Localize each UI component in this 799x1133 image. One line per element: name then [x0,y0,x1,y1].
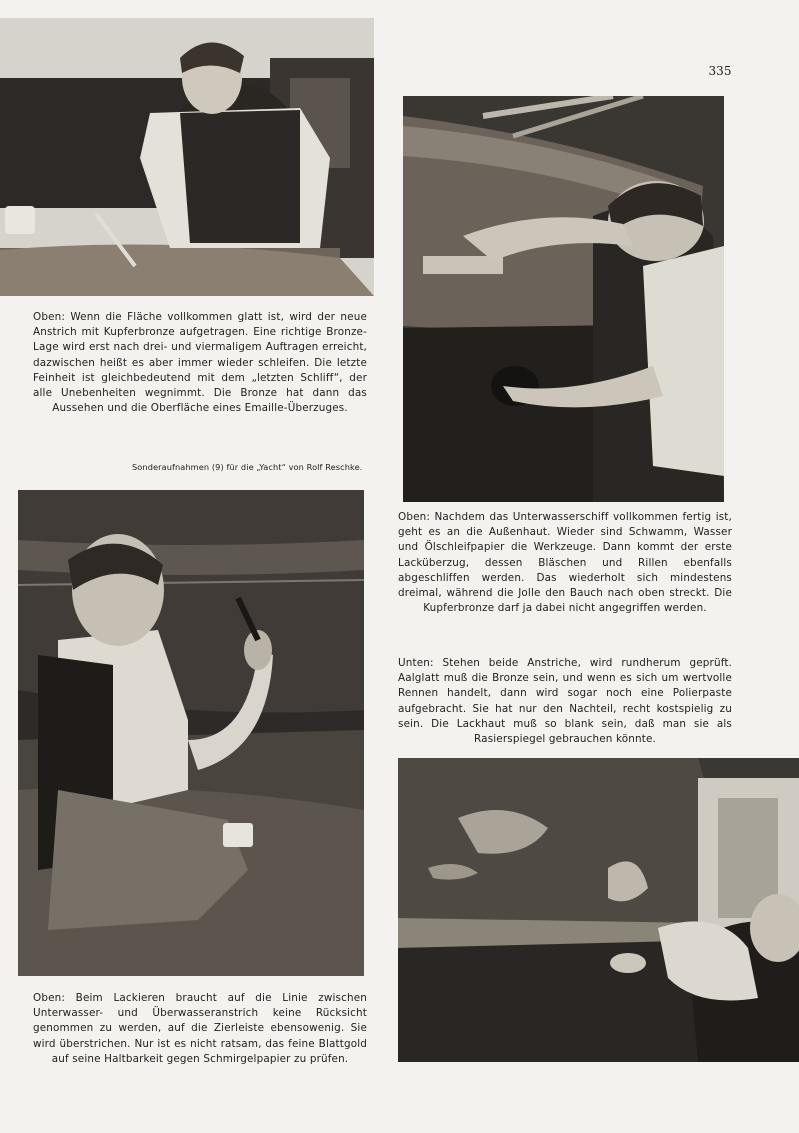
caption-top-left: Oben: Wenn die Fläche vollkommen glatt ist, wird der neue Anstrich mit Kupferbronze aufgetragen. Eine richtige Bronze-Lage wird erst nach drei- und viermaligem Auftragen erreicht, dazwischen heißt es aber immer wieder schleifen. Die letzte Feinheit ist gleichbedeutend mit dem „letzten Schliff“, der alle Unebenheiten wegnimmt. Die Bronze hat dann das Aussehen und die Oberfläche eines Emaille-Überzuges. [33,311,367,415]
photo-credit: Sonderaufnahmen (9) für die „Yacht“ von Rolf Reschke. [132,462,363,472]
caption-bottom-left: Oben: Beim Lackieren braucht auf die Linie zwischen Unterwasser- und Überwasseranstrich keine Rücksicht genommen zu werden, auf die Zierleiste ebensowenig. Sie wird überstrichen. Nur ist es nicht ratsam, das feine Blattgold auf seine Haltbarkeit gegen Schmirgelpapier zu prüfen. [33,992,367,1065]
photo-hull-inspection [398,758,799,1062]
photo-hull-sanding [403,96,724,502]
photo-bronze-application [0,18,374,296]
page-number: 335 [708,64,732,78]
caption-right-middle: Oben: Nachdem das Unterwasserschiff vollkommen fertig ist, geht es an die Außenhaut. Wieder sind Schwamm, Wasser und Ölschleifpapier die Werkzeuge. Dann kommt der erste Lacküberzug, dessen Bläschen und Rillen ebenfalls abgeschliffen werden. Das wiederholt sich mindestens dreimal, während die Jolle den Bauch nach oben streckt. Die Kupferbronze darf ja dabei nicht angegriffen werden. [398,511,732,615]
caption-right-lower: Unten: Stehen beide Anstriche, wird rundherum geprüft. Aalglatt muß die Bronze sein, und wenn es sich um wertvolle Rennen handelt, dann wird sogar noch eine Polierpaste aufgebracht. Sie hat nur den Nachteil, recht kostspielig zu sein. Die Lackhaut muß so blank sein, daß man sie als Rasierspiegel gebrauchen könnte. [398,657,732,746]
photo-varnishing [18,490,364,976]
